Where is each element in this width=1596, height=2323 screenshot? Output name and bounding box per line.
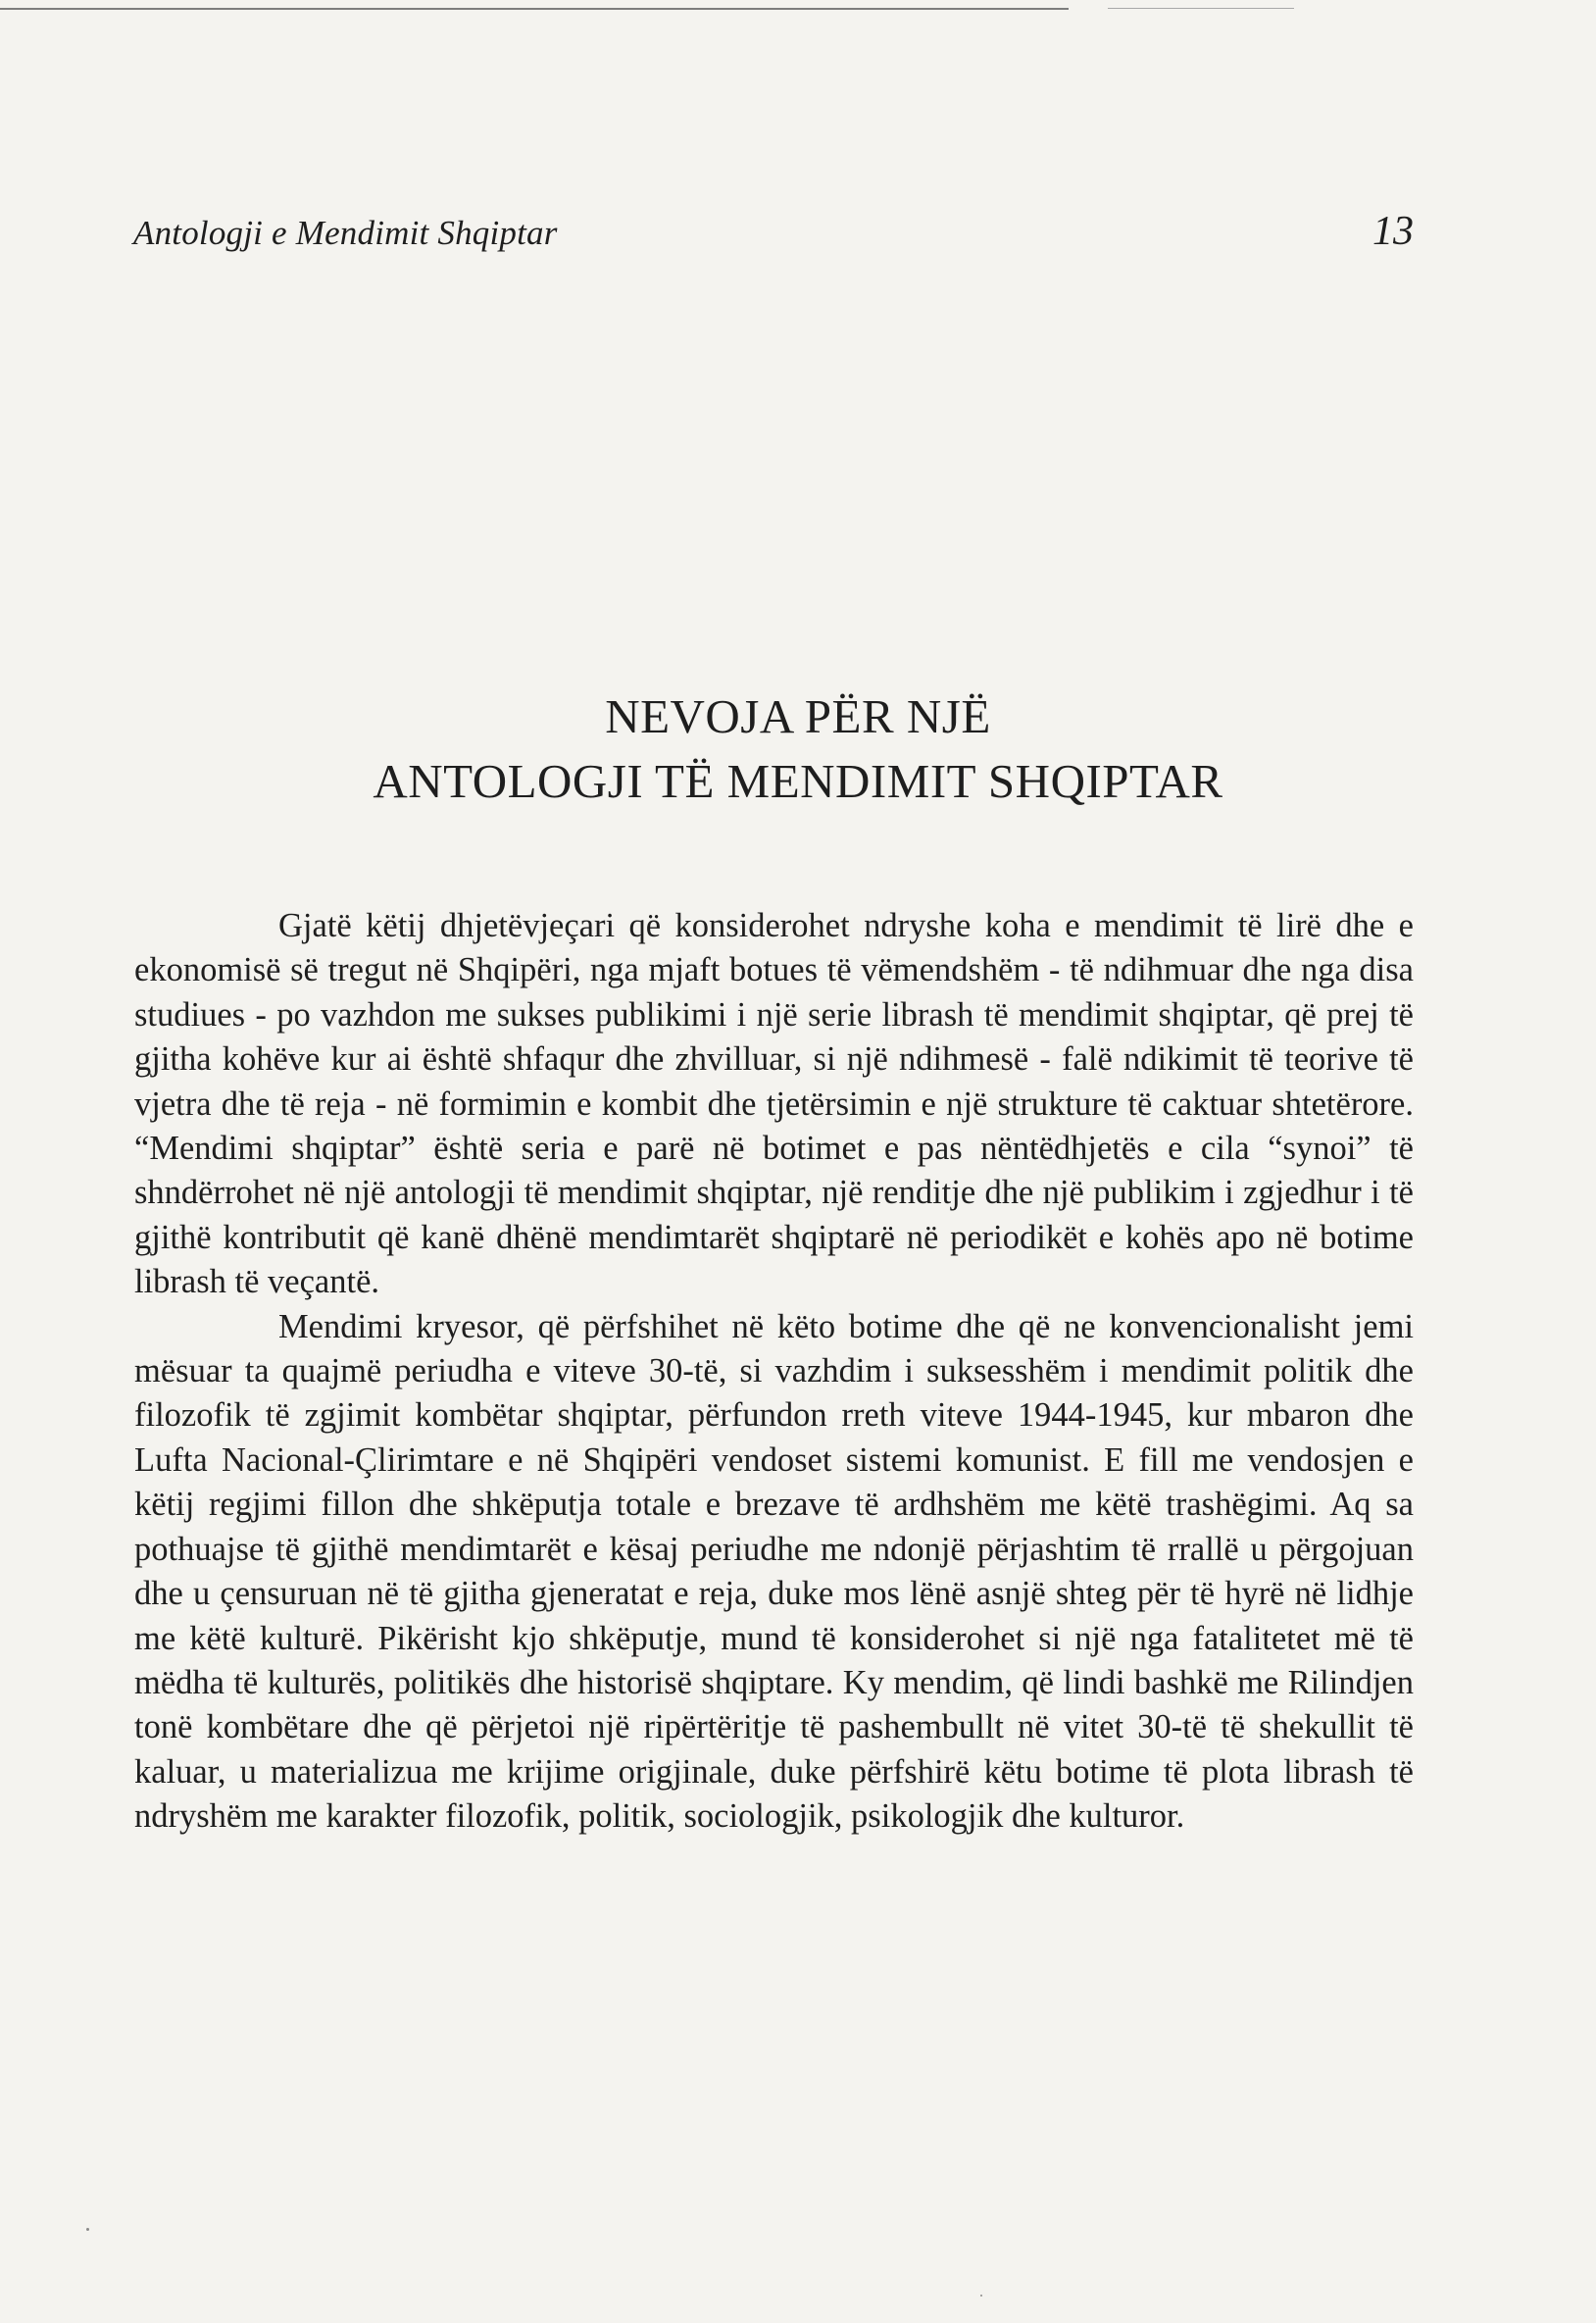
scan-top-edge-line [0, 8, 1069, 10]
chapter-title [0, 684, 1596, 814]
chapter-title-line-2: ANTOLOGJI TË MENDIMIT SHQIPTAR [373, 754, 1223, 808]
running-header-title: Antologji e Mendimit Shqiptar [133, 214, 558, 252]
scan-speck [980, 2295, 982, 2297]
chapter-title-line-1: NEVOJA PËR NJË [605, 689, 991, 743]
paragraph-2: Mendimi kryesor, që përfshihet në këto botime dhe që ne konvencionalisht jemi mësuar ta quajmë periudha e viteve 30-të, si vazhdim i suksesshëm i mendimit politik dhe filozofik të zgjimit kombëtar shqiptar, përfundon rreth viteve 1944-1945, kur mbaron dhe Lufta Nacional-Çlirimtare e në Shqipëri vendoset sistemi komunist. E fill me vendosjen e këtij regjimi fillon dhe shkëputja totale e brezave të ardhshëm me këtë trashëgimi. Aq sa pothuajse të gjithë mendimtarët e kësaj periudhe me ndonjë përjashtim të rrallë u përgojuan dhe u çensuruan në të gjitha gjeneratat e reja, duke mos lënë asnjë shteg për të hyrë në lidhje me këtë kulturë. Pikërisht kjo shkëputje, mund të konsiderohet si një nga fatalitetet më të mëdha të kulturës, politikës dhe historisë shqiptare. Ky mendim, që lindi bashkë me Rilindjen tonë kombëtare dhe që përjetoi një ripërtëritje të pashembullt në vitet 30-të të shekullit të kaluar, u materializua me krijime origjinale, duke përfshirë këtu botime të plota librash të ndryshëm me karakter filozofik, politik, sociologjik, psikologjik dhe kulturor. [134, 1307, 1414, 1836]
scan-speck [86, 2228, 89, 2231]
scan-top-edge-line-short [1108, 8, 1294, 9]
page-number: 13 [1372, 209, 1414, 254]
paragraph-1: Gjatë këtij dhjetëvjeçari që konsiderohet ndryshe koha e mendimit të lirë dhe e ekonomisë së tregut në Shqipëri, nga mjaft botues të vëmendshëm - të ndihmuar dhe nga disa studiues - po vazhdon me sukses publikimi i një serie librash të mendimit shqiptar, që prej të gjitha kohëve kur ai është shfaqur dhe zhvilluar, si një ndihmesë - falë ndikimit të teorive të vjetra dhe të reja - në formimin e kombit dhe tjetërsimin e një strukture të caktuar shtetërore. “Mendimi shqiptar” është seria e parë në botimet e pas nëntëdhjetës e cila “synoi” të shndërrohet në një antologji të mendimit shqiptar, një renditje dhe një publikim i zgjedhur i të gjithë kontributit që kanë dhënë mendimtarët shqiptarë në periodikët e kohës apo në botime librash të veçantë. [134, 907, 1414, 1301]
body-text [134, 904, 1414, 1840]
